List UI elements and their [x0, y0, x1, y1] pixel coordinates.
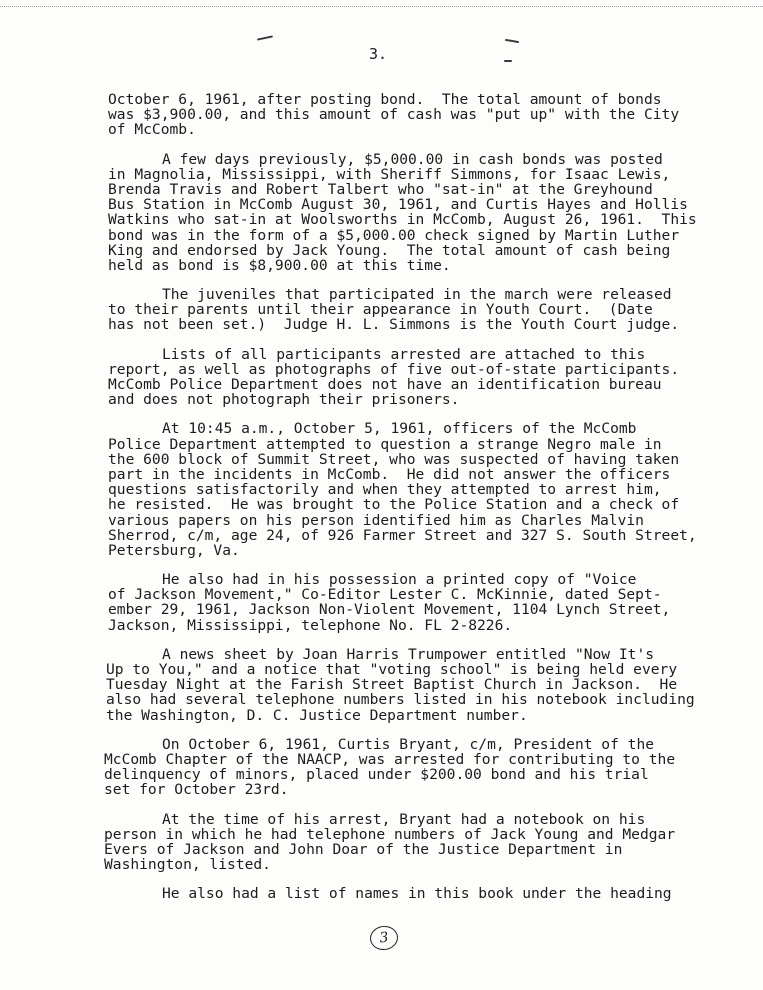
- text-line: also had several telephone numbers listed in his notebook including: [106, 691, 695, 709]
- text-line: questions satisfactorily and when they attempted to arrest him,: [108, 481, 662, 499]
- paragraph-p1: [0, 92, 763, 138]
- text-line: Tuesday Night at the Farish Street Baptist Church in Jackson. He: [106, 676, 678, 694]
- text-line: Petersburg, Va.: [108, 541, 240, 559]
- ink-mark: [257, 35, 273, 40]
- text-line: The juveniles that participated in the march were released: [162, 286, 672, 304]
- text-line: part in the incidents in McComb. He did not answer the officers: [108, 465, 671, 483]
- handwritten-page-number: 3: [369, 925, 399, 952]
- text-line: He also had a list of names in this book under the heading: [162, 885, 672, 903]
- text-line: has not been set.) Judge H. L. Simmons is the Youth Court judge.: [108, 316, 680, 334]
- text-line: set for October 23rd.: [104, 781, 289, 799]
- text-line: October 6, 1961, after posting bond. The total amount of bonds: [108, 91, 662, 108]
- page-number: 3.: [369, 45, 388, 63]
- text-line: On October 6, 1961, Curtis Bryant, c/m, President of the: [162, 735, 655, 753]
- paragraph-p2: [0, 152, 763, 274]
- text-line: Evers of Jackson and John Doar of the Justice Department in: [104, 840, 623, 858]
- ink-mark: [505, 39, 519, 43]
- paragraph-p9: [0, 812, 763, 873]
- text-line: report, as well as photographs of five out-of-state participants.: [108, 360, 680, 378]
- text-line: A news sheet by Joan Harris Trumpower entitled "Now It's: [162, 645, 655, 663]
- text-line: was $3,900.00, and this amount of cash was "put up" with the City: [108, 106, 680, 124]
- paragraph-p6: [0, 572, 763, 633]
- text-line: McComb Police Department does not have an identification bureau: [108, 376, 662, 393]
- text-line: held as bond is $8,900.00 at this time.: [108, 256, 451, 274]
- text-line: delinquency of minors, placed under $200.00 bond and his trial: [104, 766, 649, 784]
- text-line: of McComb.: [108, 121, 196, 139]
- text-line: Lists of all participants arrested are attached to this: [162, 345, 646, 363]
- text-line: At the time of his arrest, Bryant had a notebook on his: [162, 810, 646, 828]
- text-line: of Jackson Movement," Co-Editor Lester C. McKinnie, dated Sept-: [108, 586, 662, 604]
- paragraph-p7: [0, 647, 763, 723]
- text-line: the 600 block of Summit Street, who was suspected of having taken: [108, 450, 680, 468]
- text-line: bond was in the form of a $5,000.00 check signed by Martin Luther: [108, 226, 680, 244]
- text-line: person in which he had telephone numbers of Jack Young and Medgar: [104, 825, 676, 843]
- text-line: in Magnolia, Mississippi, with Sheriff Simmons, for Isaac Lewis,: [108, 165, 671, 183]
- text-line: and does not photograph their prisoners.: [108, 391, 460, 409]
- text-line: the Washington, D. C. Justice Department number.: [106, 706, 528, 724]
- text-line: to their parents until their appearance in Youth Court. (Date: [108, 301, 653, 319]
- paragraph-p3: [0, 287, 763, 333]
- text-line: McComb Chapter of the NAACP, was arrested for contributing to the: [104, 750, 676, 768]
- text-line: He also had in his possession a printed copy of "Voice: [162, 571, 637, 589]
- text-line: ember 29, 1961, Jackson Non-Violent Movement, 1104 Lynch Street,: [108, 601, 671, 619]
- text-line: King and endorsed by Jack Young. The total amount of cash being: [108, 241, 671, 259]
- paragraph-p10: [0, 886, 763, 901]
- paragraph-p8: [0, 737, 763, 798]
- text-line: Brenda Travis and Robert Talbert who "sat-in" at the Greyhound: [108, 180, 653, 198]
- paragraph-p5: [0, 421, 763, 558]
- text-line: Washington, listed.: [104, 856, 271, 874]
- top-scan-edge: [0, 6, 763, 7]
- report-body: [0, 92, 763, 915]
- text-line: Bus Station in McComb August 30, 1961, and Curtis Hayes and Hollis: [108, 196, 688, 214]
- text-line: Jackson, Mississippi, telephone No. FL 2-8226.: [108, 616, 513, 634]
- text-line: Sherrod, c/m, age 24, of 926 Farmer Street and 327 S. South Street,: [108, 526, 697, 544]
- text-line: he resisted. He was brought to the Police Station and a check of: [108, 496, 680, 514]
- text-line: Watkins who sat-in at Woolsworths in McComb, August 26, 1961. This: [108, 211, 697, 229]
- text-line: Police Department attempted to question a strange Negro male in: [108, 435, 662, 453]
- text-line: Up to You," and a notice that "voting school" is being held every: [106, 661, 678, 678]
- text-line: At 10:45 a.m., October 5, 1961, officers of the McComb: [162, 420, 637, 438]
- text-line: A few days previously, $5,000.00 in cash bonds was posted: [162, 150, 663, 168]
- text-line: various papers on his person identified him as Charles Malvin: [108, 511, 644, 529]
- ink-mark: [504, 60, 512, 62]
- paragraph-p4: [0, 347, 763, 408]
